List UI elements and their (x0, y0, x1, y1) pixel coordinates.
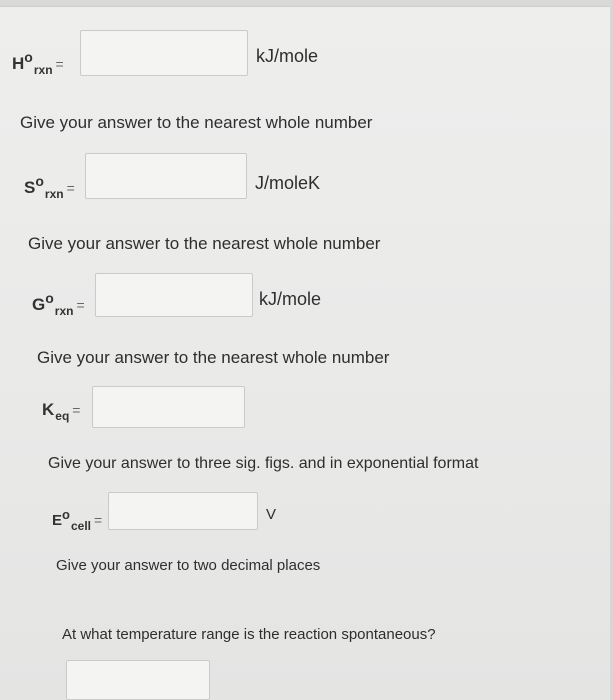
e-cell-unit: V (266, 506, 277, 523)
k-symbol: K (42, 400, 55, 419)
h-subscript: rxn (33, 63, 53, 77)
k-subscript: eq (55, 409, 70, 423)
e-degree-sign: o (62, 507, 70, 522)
h-rxn-hint: Give your answer to the nearest whole number (20, 113, 373, 132)
e-subscript: cell (70, 519, 91, 533)
k-equals-sign: = (72, 402, 81, 418)
h-rxn-unit: kJ/mole (256, 46, 319, 66)
temperature-input[interactable] (66, 660, 210, 700)
h-degree-sign: o (24, 49, 33, 65)
g-rxn-unit: kJ/mole (259, 289, 322, 309)
temperature-question: At what temperature range is the reaction spontaneous? (62, 626, 436, 643)
g-subscript: rxn (54, 304, 74, 318)
s-rxn-input[interactable] (85, 153, 247, 199)
e-cell-input[interactable] (108, 492, 258, 530)
h-equals-sign: = (55, 56, 64, 72)
g-symbol: G (32, 295, 46, 314)
e-symbol: E (52, 512, 63, 529)
s-degree-sign: o (35, 173, 44, 189)
s-equals-sign: = (66, 180, 75, 196)
g-rxn-input[interactable] (95, 273, 253, 317)
g-rxn-hint: Give your answer to the nearest whole number (37, 348, 390, 367)
g-rxn-label (32, 290, 85, 318)
h-symbol: H (12, 54, 25, 73)
k-eq-hint: Give your answer to three sig. figs. and in exponential format (48, 455, 479, 472)
s-rxn-label (24, 173, 75, 201)
s-rxn-unit: J/moleK (255, 173, 321, 193)
s-rxn-hint: Give your answer to the nearest whole number (28, 234, 381, 253)
k-eq-label (42, 400, 80, 423)
e-equals-sign: = (93, 512, 103, 528)
g-degree-sign: o (45, 290, 54, 306)
e-cell-label (52, 507, 102, 533)
s-subscript: rxn (44, 187, 64, 201)
top-divider (0, 0, 613, 7)
s-symbol: S (24, 178, 36, 197)
h-rxn-input[interactable] (80, 30, 248, 76)
k-eq-input[interactable] (92, 386, 245, 428)
h-rxn-label (12, 49, 64, 77)
g-equals-sign: = (76, 297, 85, 313)
e-cell-hint: Give your answer to two decimal places (56, 557, 321, 574)
